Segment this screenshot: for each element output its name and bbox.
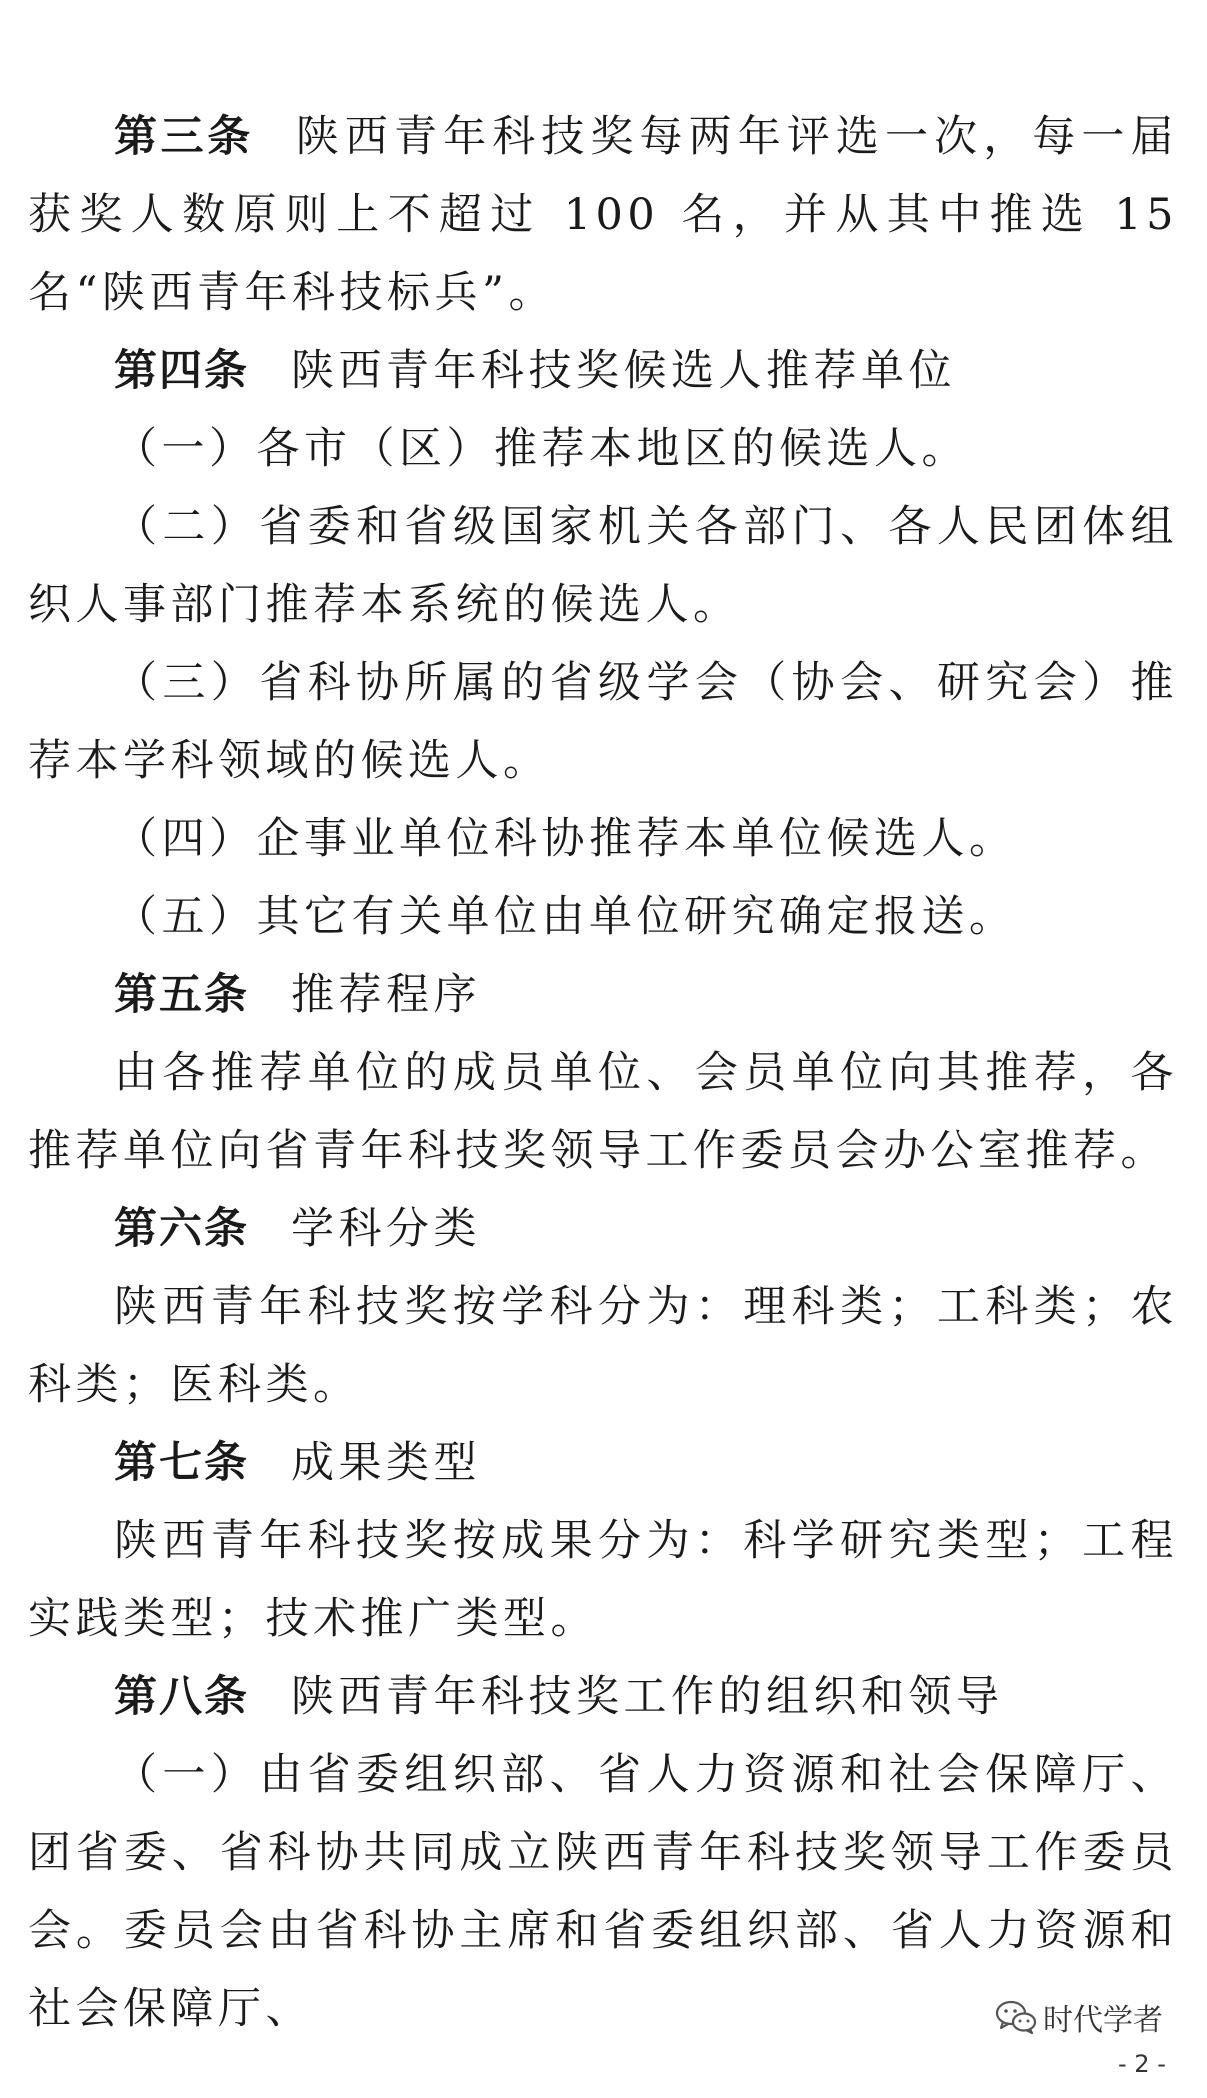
paragraph-text: （三）省科协所属的省级学会（协会、研究会）推荐本学科领域的候选人。 [28,658,1178,786]
article-4 [28,332,1178,410]
article-6 [28,1190,1178,1268]
article-heading: 第三条 [114,112,254,162]
watermark-label: 时代学者 [1043,2003,1163,2038]
article-3 [28,98,1178,332]
article-4-item-1 [28,410,1178,488]
article-text: 陕西青年科技奖工作的组织和领导 [291,1672,1004,1722]
paragraph-text: （五）其它有关单位由单位研究确定报送。 [114,892,1017,942]
paragraph-text: 陕西青年科技奖按学科分为：理科类；工科类；农科类；医科类。 [28,1282,1178,1410]
paragraph-text: （四）企事业单位科协推荐本单位候选人。 [114,814,1017,864]
paragraph-text: 由各推荐单位的成员单位、会员单位向其推荐，各推荐单位向省青年科技奖领导工作委员会办公室推荐。 [28,1048,1178,1176]
article-heading: 第五条 [114,970,249,1020]
document-body [28,98,1178,2048]
article-7-body [28,1502,1178,1658]
article-7 [28,1424,1178,1502]
article-text: 陕西青年科技奖每两年评选一次，每一届获奖人数原则上不超过 100 名，并从其中推选 15 名“陕西青年科技标兵”。 [28,112,1179,318]
article-4-item-3 [28,644,1178,800]
paragraph-text: （一）由省委组织部、省人力资源和社会保障厅、团省委、省科协共同成立陕西青年科技奖领导工作委员会。委员会由省科协主席和省委组织部、省人力资源和社会保障厅、 [28,1750,1178,2034]
article-5-body [28,1034,1178,1190]
article-4-item-4 [28,800,1178,878]
paragraph-text: （二）省委和省级国家机关各部门、各人民团体组织人事部门推荐本系统的候选人。 [28,502,1178,630]
watermark [995,1995,1163,2039]
article-heading: 第八条 [114,1672,249,1722]
article-heading: 第四条 [114,346,249,396]
article-8 [28,1658,1178,1736]
article-text: 陕西青年科技奖候选人推荐单位 [291,346,956,396]
page-number: - 2 - [1118,2050,1166,2078]
article-4-item-2 [28,488,1178,644]
article-text: 成果类型 [291,1438,481,1488]
paragraph-text: 陕西青年科技奖按成果分为：科学研究类型；工程实践类型；技术推广类型。 [28,1516,1178,1644]
article-4-item-5 [28,878,1178,956]
article-5 [28,956,1178,1034]
article-heading: 第七条 [114,1438,249,1488]
article-text: 学科分类 [291,1204,481,1254]
wechat-icon [995,1999,1037,2035]
article-6-body [28,1268,1178,1424]
paragraph-text: （一）各市（区）推荐本地区的候选人。 [114,424,969,474]
article-heading: 第六条 [114,1204,249,1254]
article-text: 推荐程序 [291,970,481,1020]
